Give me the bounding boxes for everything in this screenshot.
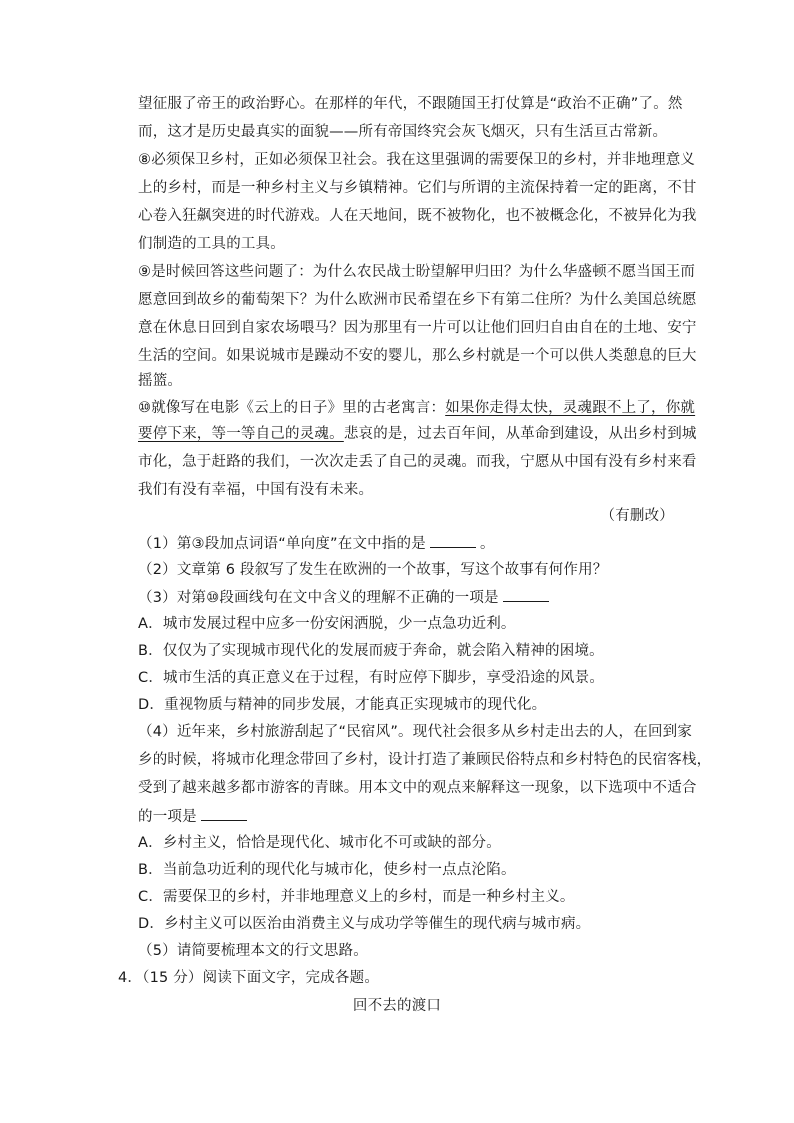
question-1-end: 。 <box>479 536 495 552</box>
para10-line3: 市化，急于赶路的我们，一次次走丢了自己的灵魂。而我，宁愿从中国有没有乡村来看 <box>138 454 697 470</box>
para10-line1 <box>138 398 696 418</box>
q4-option-c: C．需要保卫的乡村，并非地理意义上的乡村，而是一种乡村主义。 <box>138 889 575 905</box>
question-2: （2）文章第 6 段叙写了发生在欧洲的一个故事，写这个故事有何作用？ <box>138 562 608 578</box>
question-1-stem: （1）第③段加点词语“单向度”在文中指的是 <box>138 536 426 552</box>
question-4-line3: 受到了越来越多都市游客的青睐。用本文中的观点来解释这一现象，以下选项中不适合 <box>138 780 697 796</box>
para10-line2-text: 悲哀的是，过去百年间，从革命到建设，从出乡村到城 <box>343 426 697 442</box>
para10-line2 <box>138 424 697 444</box>
q4-option-a: A．乡村主义，恰恰是现代化、城市化不可或缺的部分。 <box>138 835 501 851</box>
para9-line3: 意在休息日回到自家农场喂马？因为那里有一片可以让他们回归自由自在的土地、安宁 <box>138 320 697 336</box>
para9-line5: 摇篮。 <box>138 373 183 389</box>
question-5: （5）请简要梳理本文的行文思路。 <box>138 943 368 959</box>
question-4-line2: 乡的时候，将城市化理念带回了乡村，设计打造了兼顾民俗特点和乡村特色的民宿客栈， <box>138 752 712 768</box>
answer-blank-1[interactable] <box>430 533 476 548</box>
q4-option-b: B．当前急功近利的现代化与城市化，使乡村一点点沦陷。 <box>138 862 516 878</box>
question-4-line4-text: 的一项是 <box>138 809 197 825</box>
question-3-stem: （3）对第⑩段画线句在文中含义的理解不正确的一项是 <box>138 590 499 606</box>
question-4-line1: （4）近年来，乡村旅游刮起了“民宿风”。现代社会很多从乡村走出去的人，在回到家 <box>138 724 693 740</box>
q3-option-d: D．重视物质与精神的同步发展，才能真正实现城市的现代化。 <box>138 697 547 713</box>
question-3 <box>138 587 553 608</box>
para10-line1-text: ⑩就像写在电影《云上的日子》里的古老寓言： <box>138 400 446 416</box>
para9-line2: 愿意回到故乡的葡萄架下？为什么欧洲市民希望在乡下有第二住所？为什么美国总统愿 <box>138 292 697 308</box>
para8-line4: 们制造的工具的工具。 <box>138 236 285 252</box>
q4-option-d: D．乡村主义可以医治由消费主义与成功学等催生的现代病与城市病。 <box>138 916 591 932</box>
answer-blank-4[interactable] <box>201 806 247 821</box>
q3-option-c: C．城市生活的真正意义在于过程，有时应停下脚步，享受沿途的风景。 <box>138 670 605 686</box>
source-note: （有删改） <box>600 508 674 524</box>
q3-option-b: B．仅仅为了实现城市现代化的发展而疲于奔命，就会陷入精神的困境。 <box>138 643 604 659</box>
para7-line2: 而，这才是历史最真实的面貌——所有帝国终究会灰飞烟灭，只有生活亘古常新。 <box>138 124 668 140</box>
question-1 <box>138 533 495 554</box>
next-passage-title: 回不去的渡口 <box>352 998 442 1014</box>
para8-line1: ⑧必须保卫乡村，正如必须保卫社会。我在这里强调的需要保卫的乡村，并非地理意义 <box>138 152 696 168</box>
para10-underlined-sentence-part2: 要停下来，等一等自己的灵魂。 <box>138 426 344 442</box>
para8-line2: 上的乡村，而是一种乡村主义与乡镇精神。它们与所谓的主流保持着一定的距离，不甘 <box>138 180 697 196</box>
answer-blank-3[interactable] <box>503 587 549 602</box>
para10-line4: 我们有没有幸福，中国有没有未来。 <box>138 482 374 498</box>
question-4-line4 <box>138 806 251 827</box>
para8-line3: 心卷入狂飙突进的时代游戏。人在天地间，既不被物化，也不被概念化，不被异化为我 <box>138 208 697 224</box>
para7-line1: 望征服了帝王的政治野心。在那样的年代，不跟随国王打仗算是“政治不正确”了。然 <box>138 96 683 112</box>
next-question-header: 4．（15 分）阅读下面文字，完成各题。 <box>118 970 380 986</box>
para9-line4: 生活的空间。如果说城市是躁动不安的婴儿，那么乡村就是一个可以供人类憩息的巨大 <box>138 348 697 364</box>
para10-underlined-sentence-part1: 如果你走得太快，灵魂跟不上了，你就 <box>445 400 696 416</box>
para9-line1: ⑨是时候回答这些问题了：为什么农民战士盼望解甲归田？为什么华盛顿不愿当国王而 <box>138 264 696 280</box>
q3-option-a: A．城市发展过程中应多一份安闲洒脱，少一点急功近利。 <box>138 616 516 632</box>
